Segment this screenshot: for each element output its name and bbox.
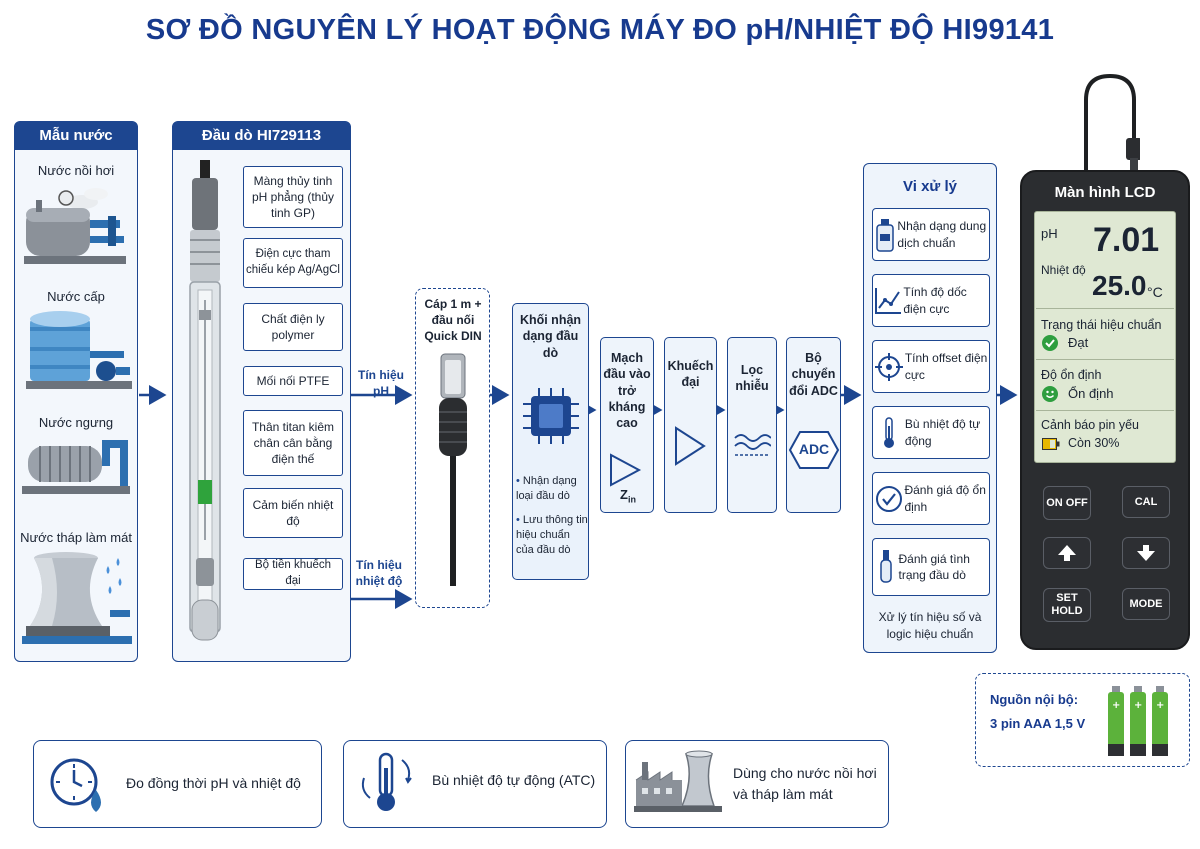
probe-id-bullet-1: • Nhận dạng loại đầu dò [516, 475, 577, 502]
ph-signal-label: Tín hiệu pH [358, 368, 404, 398]
battery-icon [1042, 438, 1060, 450]
bottle-icon [874, 218, 896, 252]
temperature-value: 25.0 [1092, 270, 1147, 301]
mp-stability-check [872, 472, 990, 525]
sample-label-feed: Nước cấp [47, 289, 105, 304]
lcd-header: Màn hình LCD [1054, 184, 1156, 201]
mp-item-label: Bù nhiệt độ tự động [904, 417, 981, 448]
lcd-divider-2 [1036, 359, 1174, 360]
meter-cable [1050, 70, 1140, 180]
probe-part-ptfe-junction: Mối nối PTFE [243, 366, 343, 396]
mp-item-label: Đánh giá tình trạng đầu dò [898, 551, 970, 582]
ph-label: pH [1041, 226, 1058, 241]
mode-button[interactable]: MODE [1122, 588, 1170, 620]
probe-image [180, 160, 230, 650]
thermometer-icon [879, 416, 899, 450]
sample-label-condensate: Nước ngưng [38, 415, 114, 430]
arrow-down-icon [1136, 544, 1156, 562]
target-icon [874, 352, 904, 382]
ph-value: 7.01 [1093, 221, 1160, 259]
battery-warning-value: Còn 30% [1068, 436, 1120, 450]
mp-item-label: Tính offset điện cực [904, 351, 988, 382]
mp-item-label: Nhận dạng dung dịch chuẩn [897, 219, 987, 250]
calibration-status-value: Đạt [1068, 335, 1089, 350]
calibration-status-label: Trạng thái hiệu chuẩn [1041, 318, 1162, 332]
mp-item-label: Đánh giá độ ổn định [904, 483, 986, 514]
microprocessor-footer: Xử lý tín hiệu số và logic hiệu chuẩn [878, 610, 982, 641]
cable-label: Cáp 1 m + đầu nối Quick DIN [424, 297, 482, 344]
mp-temp-compensation [872, 406, 990, 459]
zin-label: $Z_{in}$ [620, 487, 636, 505]
power-line-2: 3 pin AAA 1,5 V [990, 716, 1086, 731]
industrial-plant-icon [634, 748, 724, 818]
stability-value: Ổn định [1068, 386, 1114, 401]
set-hold-button[interactable]: SET HOLD [1043, 588, 1091, 622]
slope-chart-icon [873, 286, 903, 316]
zin-amplifier-icon [609, 453, 643, 487]
down-button[interactable] [1122, 537, 1170, 569]
clock-water-icon [46, 752, 112, 818]
stability-label: Độ ổn định [1041, 368, 1102, 382]
power-line-1: Nguồn nội bộ: [990, 692, 1079, 707]
probe-part-glass-membrane: Màng thủy tinh pH phẳng (thủy tinh GP) [243, 166, 343, 228]
mp-probe-condition [872, 538, 990, 596]
temperature-unit: °C [1147, 284, 1163, 300]
probe-header: Đầu dò HI729113 [173, 122, 350, 150]
high-impedance-input-title: Mạch đầu vào trở kháng cao [603, 351, 651, 430]
probe-part-preamplifier: Bộ tiền khuếch đại [243, 558, 343, 590]
sample-label-cooling-tower: Nước tháp làm mát [20, 530, 132, 545]
thermometer-cycle-icon [358, 748, 418, 818]
feature-text-1: Đo đồng thời pH và nhiệt độ [126, 775, 301, 791]
boiler-image [22, 180, 132, 270]
smiley-icon [1042, 386, 1058, 402]
feature-text-2: Bù nhiệt độ tự động (ATC) [432, 772, 596, 788]
amplifier-title: Khuếch đại [667, 359, 714, 390]
svg-text:+: + [1112, 700, 1121, 711]
arrow-up-icon [1057, 544, 1077, 562]
feature-text-3: Dùng cho nước nồi hơi và tháp làm mát [733, 765, 877, 802]
probe-part-reference-electrode: Điện cực tham chiếu kép Ag/AgCl [243, 238, 343, 288]
battery-warning-label: Cảnh báo pin yếu [1041, 418, 1139, 432]
lcd-divider-3 [1036, 410, 1174, 411]
cooling-tower-image [22, 548, 134, 648]
water-samples-header: Mẫu nước [15, 122, 137, 150]
sample-label-boiler: Nước nồi hơi [37, 163, 115, 178]
noise-filter-title: Lọc nhiễu [735, 363, 769, 394]
probe-part-titanium-body: Thân titan kiêm chân cân bằng điện thế [243, 410, 343, 476]
adc-block-title: Bộ chuyển đổi ADC [789, 351, 838, 398]
microprocessor-title: Vi xử lý [903, 178, 957, 195]
page-title: SƠ ĐỒ NGUYÊN LÝ HOẠT ĐỘNG MÁY ĐO pH/NHIỆT ĐỘ HI99141 [145, 14, 1055, 46]
aaa-batteries-image [1106, 684, 1178, 760]
mp-offset-calc [872, 340, 990, 393]
lcd-divider-1 [1036, 308, 1174, 309]
temperature-signal-label: Tín hiệu nhiệt độ [355, 558, 403, 588]
svg-text:+: + [1134, 700, 1143, 711]
mp-item-label: Tính độ dốc điện cực [903, 285, 967, 316]
on-off-button[interactable]: ON OFF [1043, 486, 1091, 520]
amplifier-icon [674, 426, 708, 466]
checkmark-circle-icon [874, 484, 904, 514]
condenser-image [22, 432, 132, 502]
up-button[interactable] [1043, 537, 1091, 569]
quick-din-connector-image [430, 350, 476, 590]
feed-tank-image [26, 305, 136, 395]
probe-part-electrolyte: Chất điện ly polymer [243, 303, 343, 351]
temperature-label: Nhiệt độ [1041, 263, 1086, 277]
probe-icon [878, 549, 894, 585]
probe-identification-title: Khối nhận dạng đầu dò [519, 313, 582, 360]
mp-buffer-recognition [872, 208, 990, 261]
filter-wave-icon [733, 428, 771, 460]
probe-part-temperature-sensor: Cảm biến nhiệt độ [243, 488, 343, 538]
svg-text:+: + [1156, 700, 1165, 711]
check-icon [1042, 335, 1058, 351]
cal-button[interactable]: CAL [1122, 486, 1170, 518]
adc-chip-label: ADC [798, 441, 830, 457]
probe-id-bullet-2: • Lưu thông tin hiệu chuẩn của đầu dò [516, 514, 588, 556]
chip-icon [521, 386, 581, 446]
mp-slope-calc [872, 274, 990, 327]
